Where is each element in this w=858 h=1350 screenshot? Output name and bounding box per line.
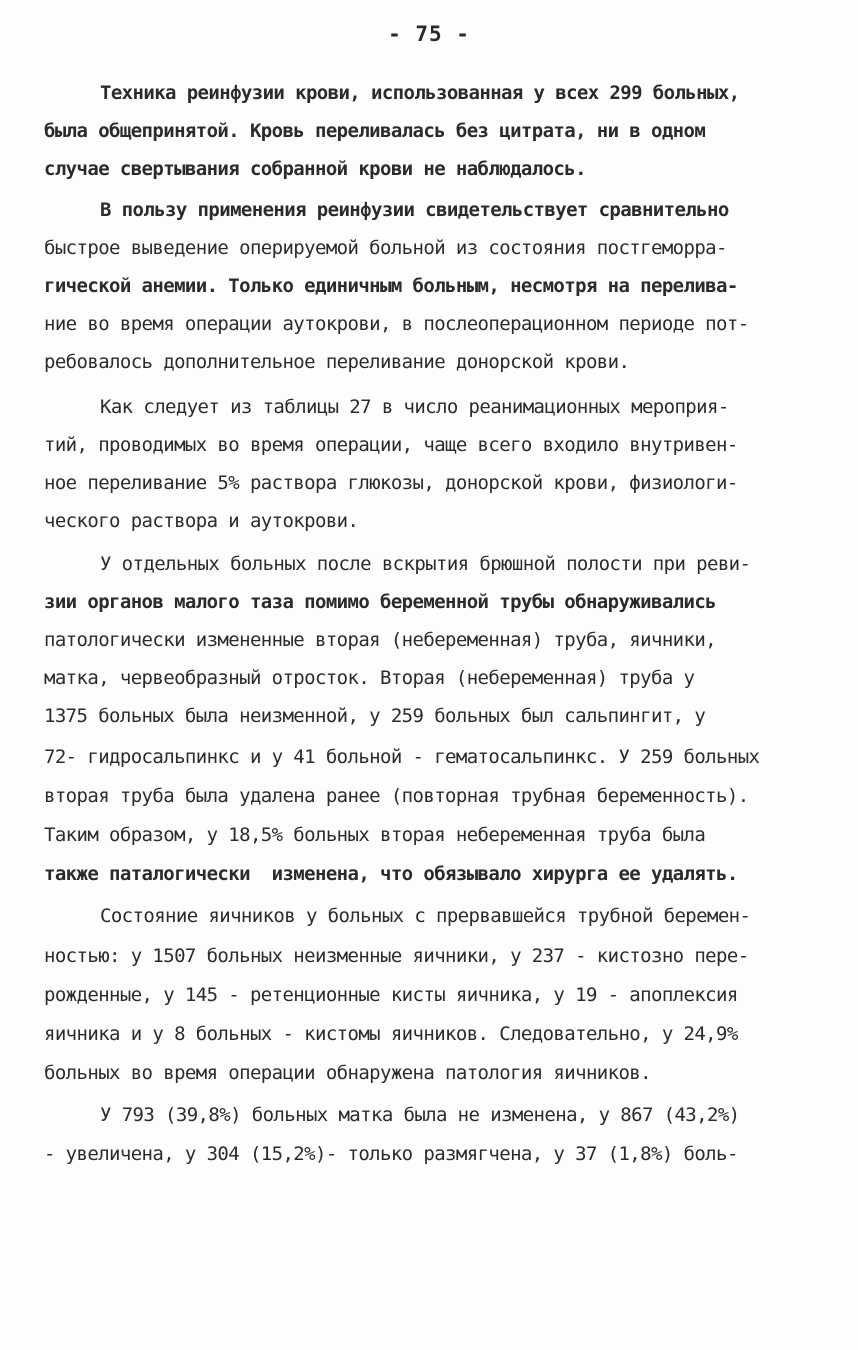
paragraph-6-line-1: У 793 (39,8%) больных матка была не изменена, у 867 (43,2%) xyxy=(100,1104,740,1126)
paragraph-3-line-3: ное переливание 5% раствора глюкозы, донорской крови, физиологи- xyxy=(44,472,738,494)
paragraph-4-line-3: патологически измененные вторая (небеременная) труба, яичники, xyxy=(44,629,717,651)
paragraph-2-line-5: ребовалось дополнительное переливание донорской крови. xyxy=(44,351,630,373)
paragraph-1-line-1: Техника реинфузии крови, использованная у всех 299 больных, xyxy=(100,82,740,104)
paragraph-6-line-2: - увеличена, у 304 (15,2%)- только размягчена, у 37 (1,8%) боль- xyxy=(44,1143,738,1165)
paragraph-2-line-2: быстрое выведение оперируемой больной из состояния постгеморра- xyxy=(44,237,727,259)
paragraph-5-line-5: больных во время операции обнаружена патология яичников. xyxy=(44,1062,651,1084)
paragraph-3-line-2: тий, проводимых во время операции, чаще всего входило внутривен- xyxy=(44,434,738,456)
paragraph-2-line-4: ние во время операции аутокрови, в послеоперационном периоде пот- xyxy=(44,313,749,335)
paragraph-4-line-6: 72- гидросальпинкс и у 41 больной - гематосальпинкс. У 259 больных xyxy=(44,746,760,768)
paragraph-1-line-2: была общепринятой. Кровь переливалась без цитрата, ни в одном xyxy=(44,120,706,142)
paragraph-4-line-4: матка, червеобразный отросток. Вторая (небеременная) труба у xyxy=(44,667,695,689)
paragraph-5-line-4: яичника и у 8 больных - кистомы яичников. Следовательно, у 24,9% xyxy=(44,1023,738,1045)
paragraph-4-line-2: зии органов малого таза помимо беременной трубы обнаруживались xyxy=(44,591,717,613)
paragraph-3-line-1: Как следует из таблицы 27 в число реанимационных мероприя- xyxy=(100,396,729,418)
paragraph-5-line-3: рожденные, у 145 - ретенционные кисты яичника, у 19 - апоплексия xyxy=(44,984,738,1006)
paragraph-4-line-1: У отдельных больных после вскрытия брюшной полости при реви- xyxy=(100,553,751,575)
paragraph-3-line-4: ческого раствора и аутокрови. xyxy=(44,510,359,532)
paragraph-1-line-3: случае свертывания собранной крови не наблюдалось. xyxy=(44,158,586,180)
paragraph-5-line-2: ностью: у 1507 больных неизменные яичники, у 237 - кистозно пере- xyxy=(44,945,749,967)
page-number: - 75 - xyxy=(388,22,470,46)
paragraph-4-line-8: Таким образом, у 18,5% больных вторая небеременная труба была xyxy=(44,824,706,846)
paragraph-2-line-3: гической анемии. Только единичным больным, несмотря на перелива- xyxy=(44,275,738,297)
paragraph-5-line-1: Состояние яичников у больных с прервавшейся трубной беремен- xyxy=(100,905,751,927)
paragraph-2-line-1: В пользу применения реинфузии свидетельствует сравнительно xyxy=(100,199,729,221)
paragraph-4-line-5: 1375 больных была неизменной, у 259 больных был сальпингит, у xyxy=(44,705,706,727)
paragraph-4-line-7: вторая труба была удалена ранее (повторная трубная беременность). xyxy=(44,785,749,807)
paragraph-4-line-9: также паталогически изменена, что обязывало хирурга ее удалять. xyxy=(44,863,738,885)
